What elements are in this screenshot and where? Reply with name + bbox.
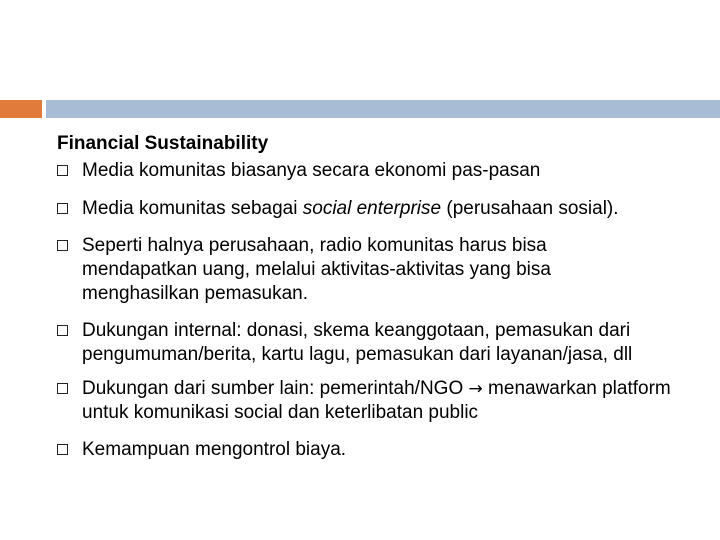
checkbox-square-icon [57,240,68,251]
list-item [57,377,697,425]
list-item [57,159,697,183]
checkbox-square-icon [57,203,68,214]
bullet-list [57,159,697,462]
bullet-text-part: (perusahaan sosial). [441,198,619,219]
list-item [57,234,697,306]
bullet-text-part: Dukungan dari sumber lain: pemerintah/NGO [82,378,469,399]
list-item [57,438,697,462]
bullet-text-part: Media komunitas sebagai [82,198,303,219]
checkbox-square-icon [57,325,68,336]
list-item [57,319,697,367]
checkbox-square-icon [57,165,68,176]
bullet-text: Dukungan internal: donasi, skema keanggotaan, pemasukan dari pengumuman/berita, kartu lagu, pemasukan dari layanan/jasa, dll [82,320,633,365]
arrow-right-icon: → [468,379,483,399]
accent-bar-orange [0,100,42,118]
checkbox-square-icon [57,444,68,455]
checkbox-square-icon [57,383,68,394]
bullet-text-part: menawarkan platform untuk komunikasi social dan keterlibatan public [82,378,671,423]
slide-heading: Financial Sustainability [57,133,269,154]
bullet-text: Media komunitas biasanya secara ekonomi pas-pasan [82,160,541,181]
slide-content [57,131,697,462]
bullet-text: Kemampuan mengontrol biaya. [82,439,347,460]
accent-bar-blue [46,100,720,118]
bullet-text-emphasis: social enterprise [302,198,442,219]
list-item [57,197,697,221]
bullet-text: Seperti halnya perusahaan, radio komunitas harus bisa mendapatkan uang, melalui aktivitas-aktivitas yang bisa menghasilkan pemasukan. [82,235,551,304]
